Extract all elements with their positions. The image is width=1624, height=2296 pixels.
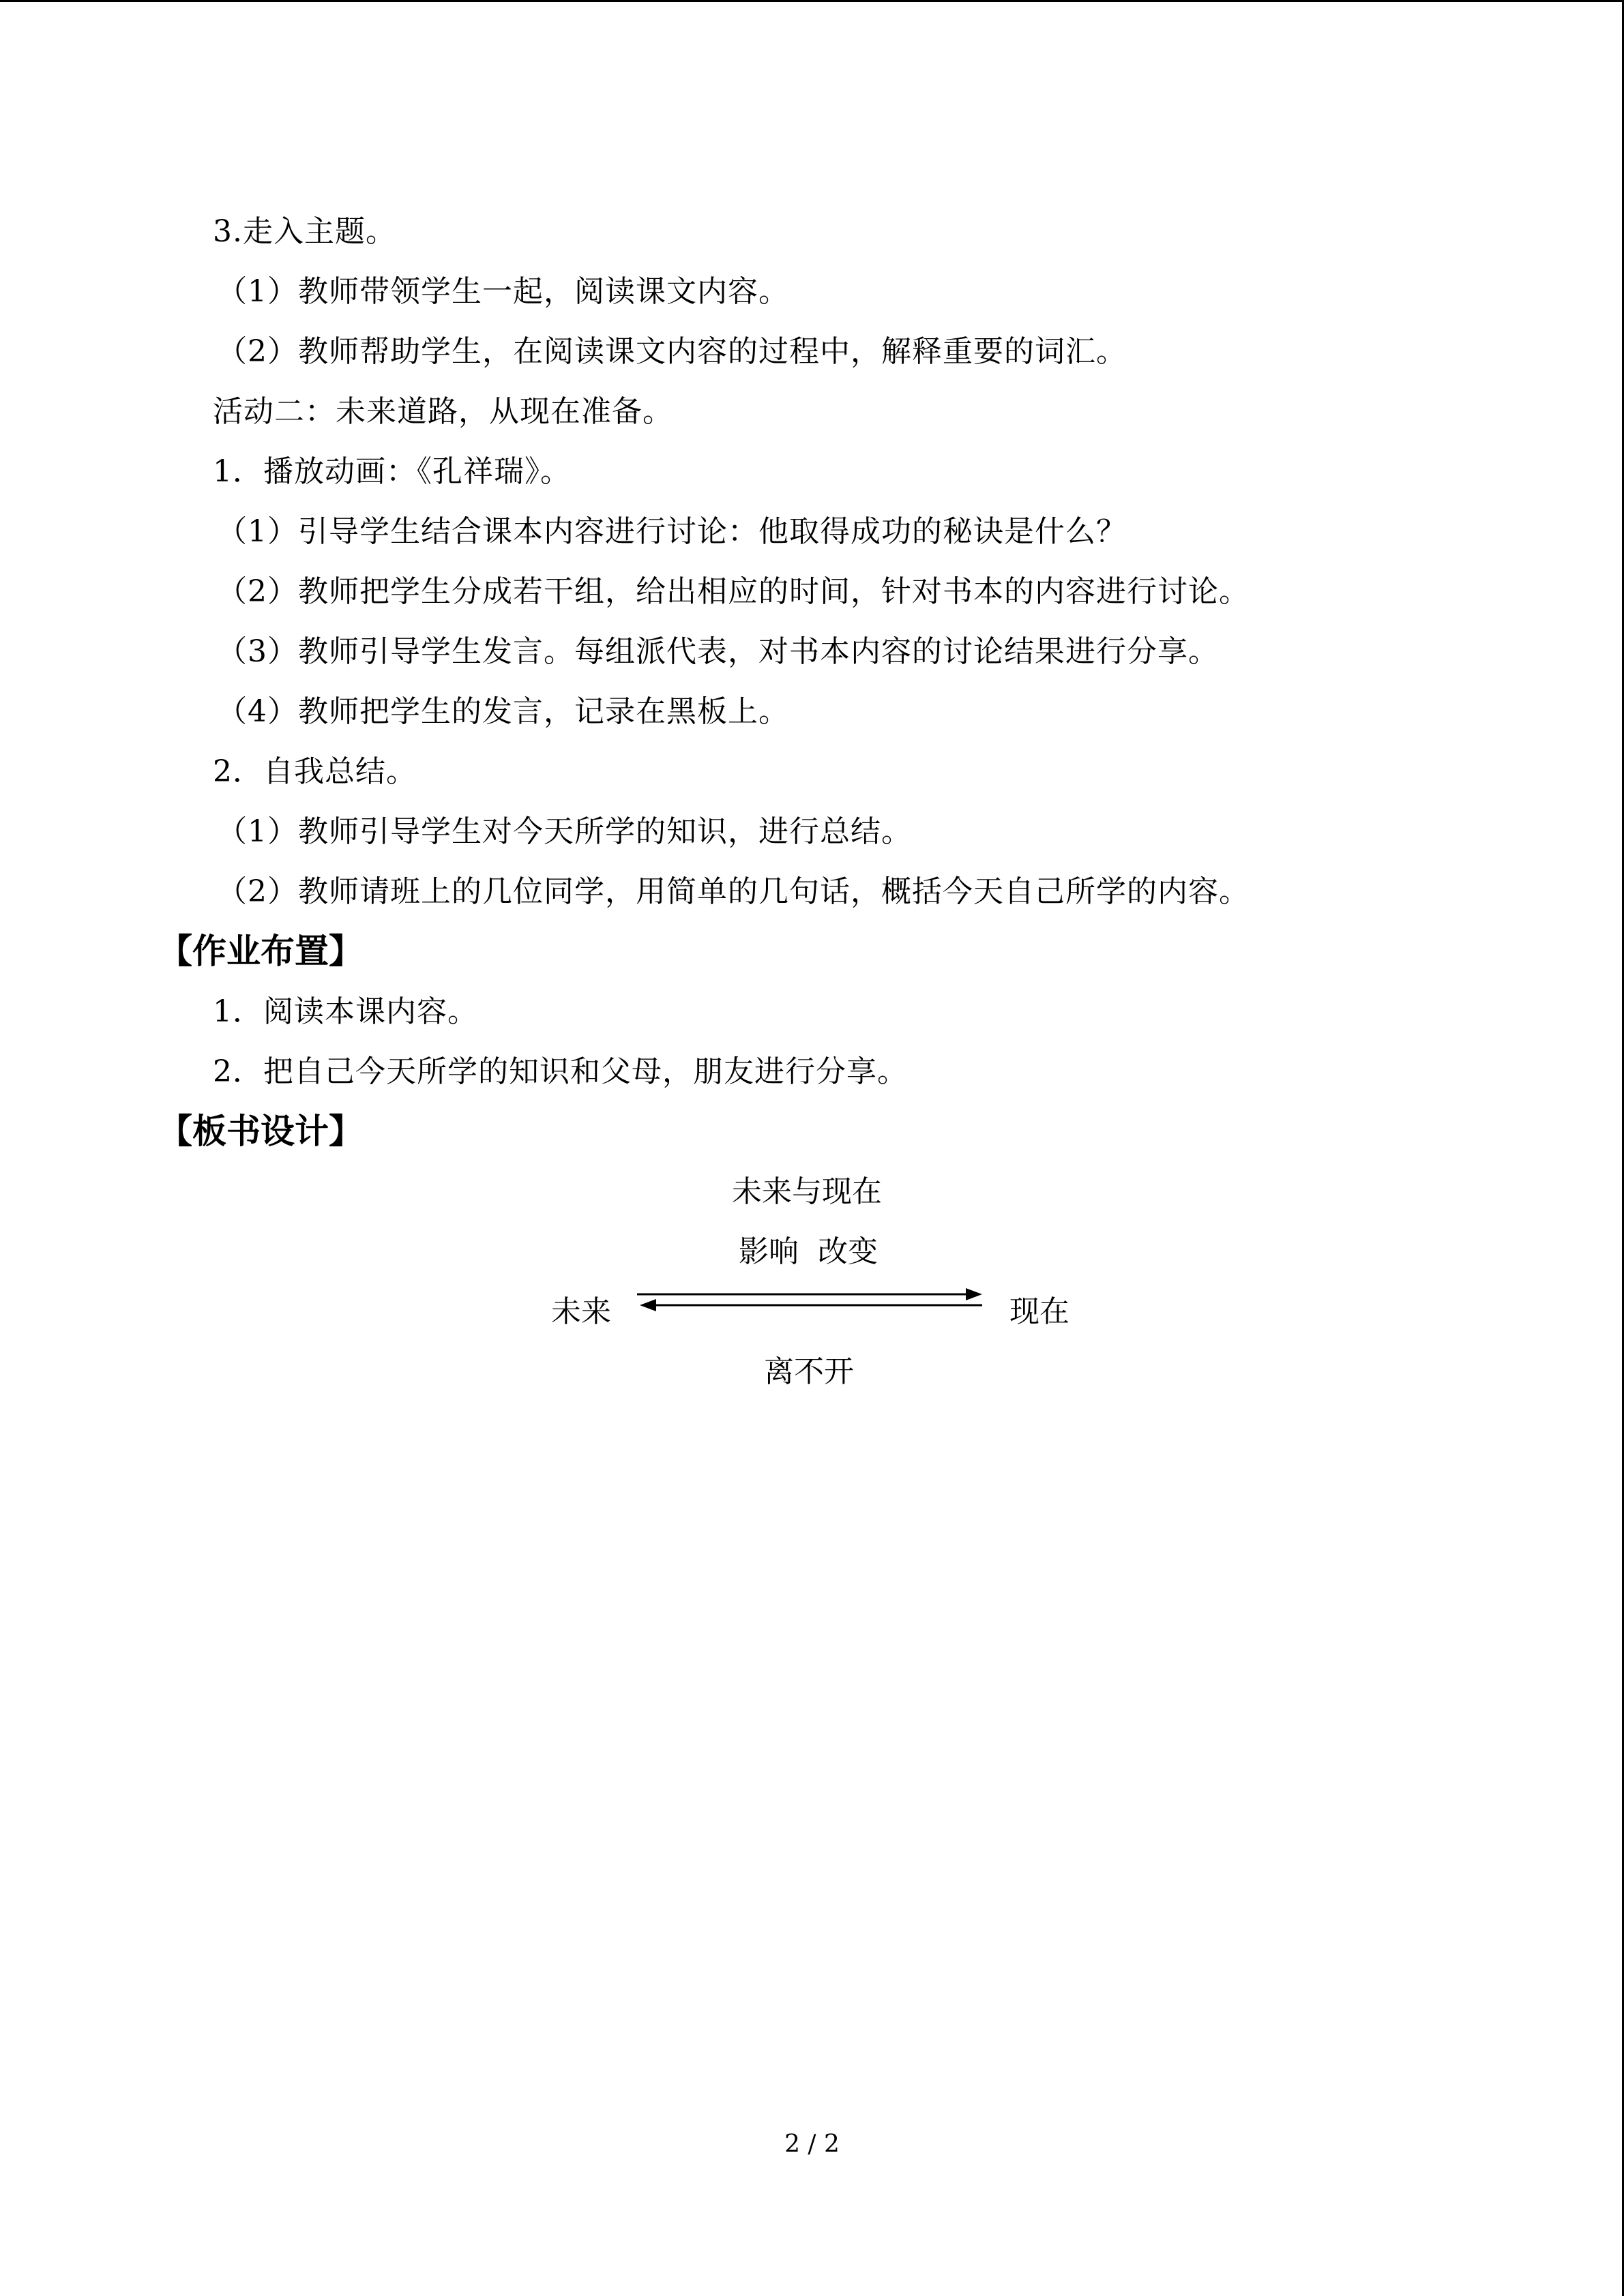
left-arrow-icon [640,1299,982,1311]
page-number: 2 / 2 [784,2130,840,2158]
content-line: （2）教师帮助学生，在阅读课文内容的过程中，解释重要的词汇。 [217,334,1127,369]
board-right-label: 现在 [1009,1294,1069,1329]
content-line: 3.走入主题。 [213,214,396,249]
content-line: （2）教师请班上的几位同学，用简单的几句话，概括今天自己所学的内容。 [217,874,1250,909]
board-bottom-label: 离不开 [764,1354,854,1389]
homework-heading: 【作业布置】 [158,931,363,971]
board-double-arrows [634,1286,989,1313]
homework-item: 1．阅读本课内容。 [213,994,478,1029]
top-border [0,0,1624,2]
content-line: （1）引导学生结合课本内容进行讨论：他取得成功的秘诀是什么？ [217,514,1127,549]
content-line: 1．播放动画：《孔祥瑞》。 [213,454,571,489]
content-line: 2．自我总结。 [213,754,417,789]
homework-item: 2．把自己今天所学的知识和父母，朋友进行分享。 [213,1054,908,1089]
board-heading: 【板书设计】 [158,1112,363,1151]
content-line: （1）教师带领学生一起，阅读课文内容。 [217,274,789,309]
content-line: （2）教师把学生分成若干组，给出相应的时间，针对书本的内容进行讨论。 [217,574,1250,609]
content-line: （1）教师引导学生对今天所学的知识，进行总结。 [217,814,912,849]
content-line: （3）教师引导学生发言。每组派代表，对书本内容的讨论结果进行分享。 [217,634,1219,669]
board-top-label: 影响 改变 [739,1234,878,1269]
content-line: 活动二：未来道路，从现在准备。 [213,394,673,429]
content-line: （4）教师把学生的发言，记录在黑板上。 [217,694,789,729]
right-arrow-icon [637,1288,982,1300]
board-title: 未来与现在 [732,1174,882,1209]
board-left-label: 未来 [551,1294,611,1329]
